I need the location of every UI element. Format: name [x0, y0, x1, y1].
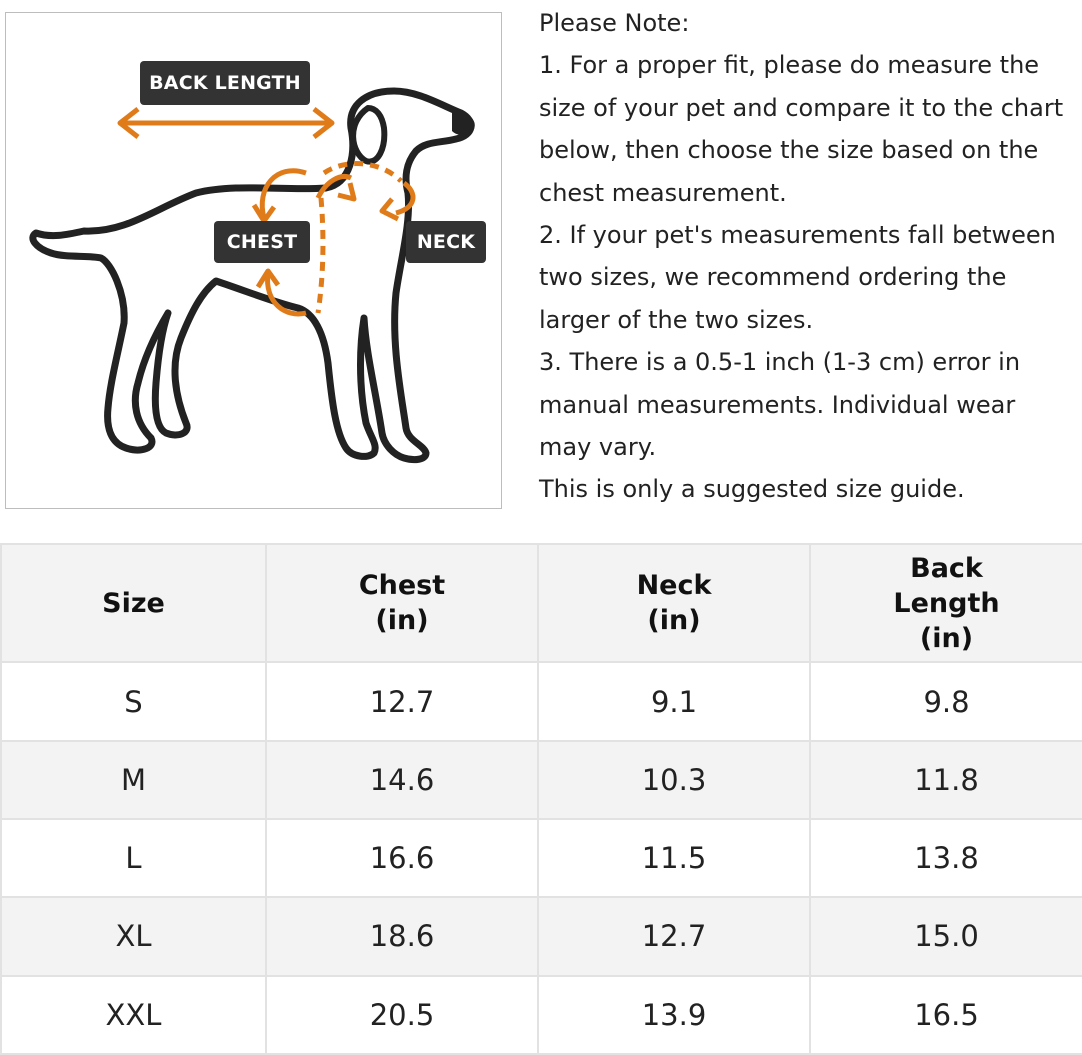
table-header-row: [1, 544, 1082, 662]
dog-measurement-diagram: [5, 12, 502, 509]
note-line: may vary.: [539, 433, 657, 462]
table-row: [1, 819, 1082, 897]
header-back-length: Back Length (in): [810, 544, 1082, 662]
cell-neck: 12.7: [538, 897, 810, 975]
chest-label: CHEST: [214, 221, 310, 263]
cell-size: XL: [1, 897, 266, 975]
cell-neck: 11.5: [538, 819, 810, 897]
header-chest: Chest (in): [266, 544, 538, 662]
back-length-label: BACK LENGTH: [140, 61, 310, 105]
cell-chest: 16.6: [266, 819, 538, 897]
note-line: 2. If your pet's measurements fall between: [539, 221, 1056, 250]
cell-back-length: 13.8: [810, 819, 1082, 897]
size-chart-table: [0, 543, 1082, 1055]
cell-chest: 12.7: [266, 662, 538, 740]
note-line: below, then choose the size based on the: [539, 136, 1039, 165]
dog-nose: [452, 111, 475, 135]
cell-size: S: [1, 662, 266, 740]
please-note-section: [539, 2, 1079, 511]
dog-outline: [33, 91, 471, 460]
note-line: two sizes, we recommend ordering the: [539, 263, 1007, 292]
cell-neck: 10.3: [538, 741, 810, 819]
note-title: Please Note:: [539, 9, 690, 37]
cell-back-length: 11.8: [810, 741, 1082, 819]
cell-size: M: [1, 741, 266, 819]
cell-back-length: 9.8: [810, 662, 1082, 740]
table-row: [1, 976, 1082, 1054]
note-line: chest measurement.: [539, 178, 787, 207]
neck-label: NECK: [406, 221, 486, 263]
cell-neck: 13.9: [538, 976, 810, 1054]
dog-ear: [353, 108, 384, 162]
cell-chest: 20.5: [266, 976, 538, 1054]
table-row: [1, 897, 1082, 975]
cell-back-length: 15.0: [810, 897, 1082, 975]
note-line: size of your pet and compare it to the chart: [539, 93, 1064, 122]
cell-chest: 18.6: [266, 897, 538, 975]
table-row: [1, 741, 1082, 819]
cell-back-length: 16.5: [810, 976, 1082, 1054]
cell-size: L: [1, 819, 266, 897]
note-line: 3. There is a 0.5-1 inch (1-3 cm) error in: [539, 348, 1021, 377]
note-line: 1. For a proper fit, please do measure the: [539, 51, 1040, 80]
note-line: manual measurements. Individual wear: [539, 390, 1016, 419]
header-size: Size: [1, 544, 266, 662]
cell-neck: 9.1: [538, 662, 810, 740]
cell-size: XXL: [1, 976, 266, 1054]
note-line: This is only a suggested size guide.: [539, 475, 965, 504]
table-row: [1, 662, 1082, 740]
note-line: larger of the two sizes.: [539, 305, 814, 334]
cell-chest: 14.6: [266, 741, 538, 819]
header-neck: Neck (in): [538, 544, 810, 662]
